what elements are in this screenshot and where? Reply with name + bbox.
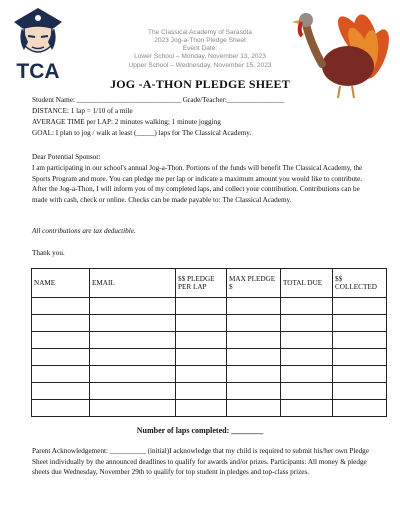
table-row[interactable] bbox=[32, 349, 387, 366]
col-header-email: EMAIL bbox=[90, 269, 176, 298]
parent-acknowledgement: Parent Acknowledgement: __________ (initial)I acknowledge that my child is required to submit his/her own Pledge Sheet individually by the announced deadlines to qualify for awards and/or prizes. Participants: All money & pledge sheets due Wednesday, November 29th to qualify for top student in pledges and top-class prizes. bbox=[32, 447, 369, 477]
lower-school-date: Lower School – Monday, November 13, 2023 bbox=[134, 53, 266, 60]
table-header-row bbox=[32, 269, 387, 298]
table-row[interactable] bbox=[32, 298, 387, 315]
page-title: JOG -A-THON PLEDGE SHEET bbox=[110, 77, 290, 91]
col-header-collected: $$ COLLECTED bbox=[333, 269, 387, 298]
col-header-pledge-per-lap: $$ PLEDGE PER LAP bbox=[176, 269, 227, 298]
logo-text: TCA bbox=[16, 60, 60, 83]
table-row[interactable] bbox=[32, 332, 387, 349]
table-row[interactable] bbox=[32, 400, 387, 417]
event-name: 2023 Jog-a-Thon Pledge Sheet bbox=[154, 37, 246, 44]
laps-completed-line: Number of laps completed: ________ bbox=[136, 426, 264, 435]
salutation: Dear Potential Sponsor: bbox=[32, 153, 101, 161]
table-row[interactable] bbox=[32, 383, 387, 400]
upper-school-date: Upper School – Wednesday, November 15, 2023 bbox=[128, 62, 272, 69]
col-header-name: NAME bbox=[32, 269, 90, 298]
tax-deductible-note: All contributions are tax deductible. bbox=[32, 227, 136, 235]
table-row[interactable] bbox=[32, 315, 387, 332]
student-name-line: Student Name: _____________________________ Grade/Teacher:________________ bbox=[32, 96, 285, 104]
school-name: The Classical Academy of Sarasota bbox=[147, 29, 253, 36]
pledge-table bbox=[31, 268, 387, 417]
event-date-label: Event Date: bbox=[182, 45, 218, 52]
distance-line: DISTANCE: 1 lap = 1/10 of a mile bbox=[32, 107, 133, 115]
table-row[interactable] bbox=[32, 366, 387, 383]
average-time-line: AVERAGE TIME per LAP: 2 minutes walking; 1 minute jogging bbox=[32, 118, 221, 126]
col-header-max-pledge: MAX PLEDGE $ bbox=[227, 269, 281, 298]
goal-line: GOAL: I plan to jog / walk at least (_____) laps for The Classical Academy. bbox=[32, 129, 252, 137]
col-header-total-due: TOTAL DUE bbox=[281, 269, 333, 298]
thank-you: Thank you. bbox=[32, 249, 65, 257]
letter-body: I am participating in our school's annual Jog-a-Thon. Portions of the funds will benefit The Classical Academy, the Sports Program and more. You can pledge me per lap or indicate a maximum amount you would like to contribute. After the Jog-a-Thon, I will inform you of my completed laps, and collect your contribution. Contributions can be made with cash, check or online. Checks can be made payable to: The Classical Academy. bbox=[32, 164, 363, 204]
